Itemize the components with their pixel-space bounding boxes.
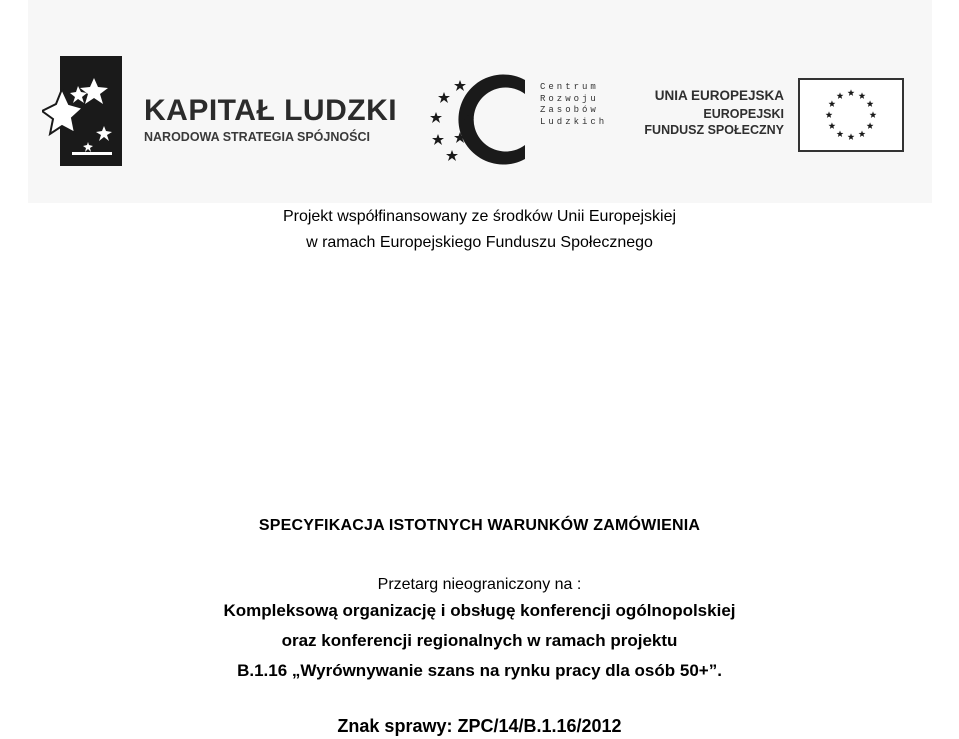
eu-star-icon [867,100,874,107]
kapital-ludzki-emblem-icon [42,56,127,166]
kapital-ludzki-logo [42,56,398,171]
subject-line-2: oraz konferencji regionalnych w ramach projektu [281,631,678,650]
kapital-ludzki-subtitle: NARODOWA STRATEGIA SPÓJNOŚCI [144,130,370,144]
eu-flag [798,78,904,152]
cofinancing-line-2: w ramach Europejskiego Funduszu Społecznego [306,234,653,251]
eu-star-icon [870,111,877,118]
case-number: Znak sprawy: ZPC/14/B.1.16/2012 [337,716,622,736]
subject-line-3: B.1.16 „Wyrównywanie szans na rynku pracy dla osób 50+”. [237,661,722,680]
eu-stars-icon [800,80,902,150]
crzl-line-2: Rozwoju [540,93,599,104]
eu-star-icon [848,89,855,96]
eu-logo [640,78,910,158]
eu-line-3: FUNDUSZ SPOŁECZNY [644,123,784,137]
crzl-line-3: Zasobów [540,105,599,115]
eu-star-icon [837,92,844,99]
eu-star-icon [867,122,874,129]
crzl-logo [430,72,610,167]
subject-line-1: Kompleksową organizację i obsługę konferencji ogólnopolskiej [223,601,736,620]
eu-text [644,88,784,138]
eu-star-icon [848,133,855,140]
eu-star-icon [829,100,836,107]
eu-star-icon [859,130,866,137]
tender-type: Przetarg nieograniczony na : [377,576,582,593]
cofinancing-line-1: Projekt współfinansowany ze środków Unii Europejskiej [282,208,677,225]
eu-star-icon [826,111,833,118]
crzl-name [540,82,607,128]
crzl-line-4: Ludzkich [540,116,608,127]
eu-line-2: EUROPEJSKI [703,107,784,121]
crzl-line-1: Centrum [540,82,599,92]
eu-star-icon [829,122,836,129]
eu-star-icon [859,92,866,99]
document-title: SPECYFIKACJA ISTOTNYCH WARUNKÓW ZAMÓWIENIA [258,517,701,534]
crzl-emblem-icon [430,72,540,167]
eu-star-icon [837,130,844,137]
kapital-ludzki-title: KAPITAŁ LUDZKI [144,94,398,127]
eu-line-1: UNIA EUROPEJSKA [654,88,784,103]
